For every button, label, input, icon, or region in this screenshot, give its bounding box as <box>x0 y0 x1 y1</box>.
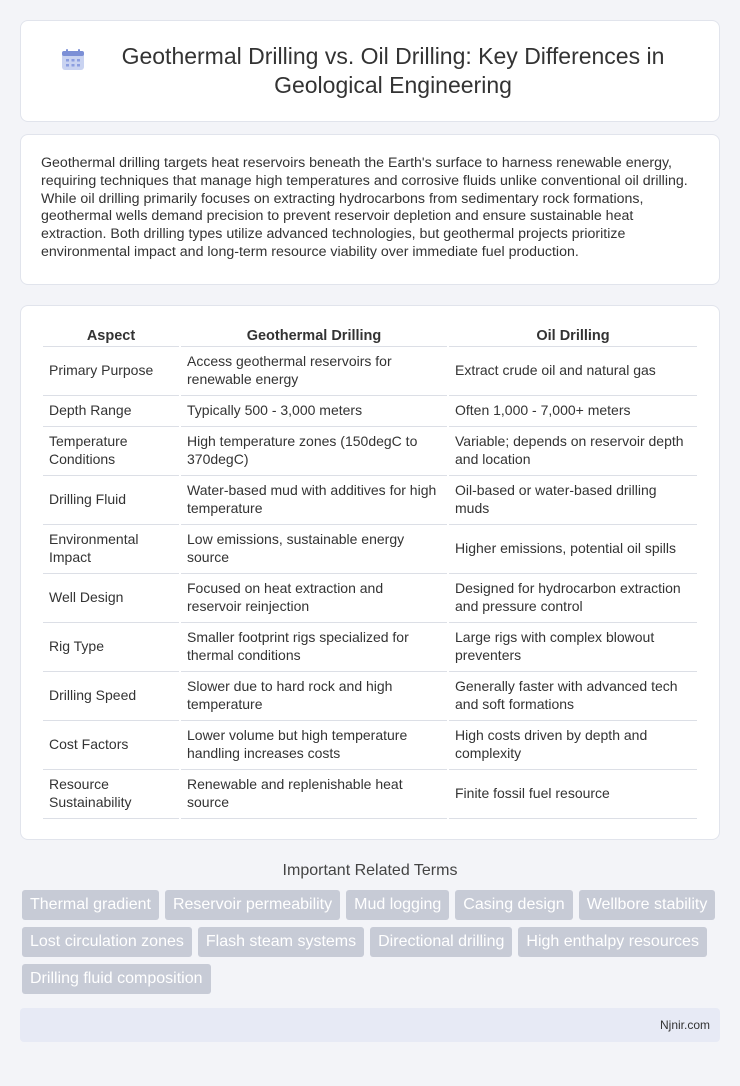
oil-cell: Large rigs with complex blowout preventers <box>449 623 697 672</box>
related-terms-list <box>20 890 720 994</box>
footer-site-label: Njnir.com <box>659 1017 710 1032</box>
page-title: Geothermal Drilling vs. Oil Drilling: Key Differences in Geological Engineering <box>121 43 665 98</box>
table-row <box>43 672 697 721</box>
oil-cell: Designed for hydrocarbon extraction and pressure control <box>449 574 697 623</box>
column-header-aspect: Aspect <box>43 324 179 347</box>
oil-cell: Extract crude oil and natural gas <box>449 347 697 396</box>
table-row <box>43 623 697 672</box>
column-header-oil: Oil Drilling <box>449 324 697 347</box>
term-chip-wellbore-stability[interactable]: Wellbore stability <box>579 890 716 920</box>
table-row <box>43 721 697 770</box>
header-card <box>20 20 720 122</box>
aspect-cell: Depth Range <box>43 396 179 427</box>
oil-cell: High costs driven by depth and complexity <box>449 721 697 770</box>
geothermal-cell: Access geothermal reservoirs for renewable energy <box>181 347 447 396</box>
geothermal-cell: Slower due to hard rock and high temperature <box>181 672 447 721</box>
term-chip-directional-drilling[interactable]: Directional drilling <box>370 927 512 957</box>
oil-cell: Oil-based or water-based drilling muds <box>449 476 697 525</box>
term-chip-mud-logging[interactable]: Mud logging <box>346 890 449 920</box>
geothermal-cell: High temperature zones (150degC to 370degC) <box>181 427 447 476</box>
aspect-cell: Rig Type <box>43 623 179 672</box>
aspect-cell: Environmental Impact <box>43 525 179 574</box>
table-row <box>43 396 697 427</box>
geothermal-cell: Typically 500 - 3,000 meters <box>181 396 447 427</box>
comparison-table <box>41 324 699 819</box>
table-row <box>43 525 697 574</box>
geothermal-cell: Water-based mud with additives for high temperature <box>181 476 447 525</box>
related-terms-title: Important Related Terms <box>282 861 458 879</box>
geothermal-cell: Renewable and replenishable heat source <box>181 770 447 819</box>
aspect-cell: Drilling Fluid <box>43 476 179 525</box>
aspect-cell: Cost Factors <box>43 721 179 770</box>
aspect-cell: Well Design <box>43 574 179 623</box>
aspect-cell: Primary Purpose <box>43 347 179 396</box>
table-header-row <box>43 324 697 347</box>
oil-cell: Generally faster with advanced tech and soft formations <box>449 672 697 721</box>
geothermal-cell: Focused on heat extraction and reservoir reinjection <box>181 574 447 623</box>
oil-cell: Variable; depends on reservoir depth and location <box>449 427 697 476</box>
calendar-grid-icon <box>61 48 87 72</box>
oil-cell: Finite fossil fuel resource <box>449 770 697 819</box>
aspect-cell: Drilling Speed <box>43 672 179 721</box>
aspect-cell: Temperature Conditions <box>43 427 179 476</box>
term-chip-lost-circulation-zones[interactable]: Lost circulation zones <box>22 927 192 957</box>
intro-paragraph: Geothermal drilling targets heat reservoirs beneath the Earth's surface to harness renewable energy, requiring techniques that manage high temperatures and corrosive fluids unlike conventional oil drilling. While oil drilling primarily focuses on extracting hydrocarbons from sedimentary rock formations, geothermal wells demand precision to prevent reservoir depletion and ensure sustainable heat extraction. Both drilling types utilize advanced technologies, but geothermal projects prioritize environmental impact and long-term resource viability over immediate fuel production. <box>20 134 720 285</box>
term-chip-reservoir-permeability[interactable]: Reservoir permeability <box>165 890 340 920</box>
term-chip-casing-design[interactable]: Casing design <box>455 890 572 920</box>
term-chip-thermal-gradient[interactable]: Thermal gradient <box>22 890 159 920</box>
geothermal-cell: Smaller footprint rigs specialized for thermal conditions <box>181 623 447 672</box>
table-row <box>43 476 697 525</box>
term-chip-drilling-fluid-composition[interactable]: Drilling fluid composition <box>22 964 211 994</box>
oil-cell: Higher emissions, potential oil spills <box>449 525 697 574</box>
comparison-card <box>20 305 720 840</box>
oil-cell: Often 1,000 - 7,000+ meters <box>449 396 697 427</box>
footer <box>20 1008 720 1042</box>
table-row <box>43 770 697 819</box>
term-chip-high-enthalpy-resources[interactable]: High enthalpy resources <box>518 927 707 957</box>
column-header-geothermal: Geothermal Drilling <box>181 324 447 347</box>
term-chip-flash-steam-systems[interactable]: Flash steam systems <box>198 927 364 957</box>
geothermal-cell: Lower volume but high temperature handling increases costs <box>181 721 447 770</box>
geothermal-cell: Low emissions, sustainable energy source <box>181 525 447 574</box>
table-row <box>43 347 697 396</box>
aspect-cell: Resource Sustainability <box>43 770 179 819</box>
table-row <box>43 427 697 476</box>
table-row <box>43 574 697 623</box>
